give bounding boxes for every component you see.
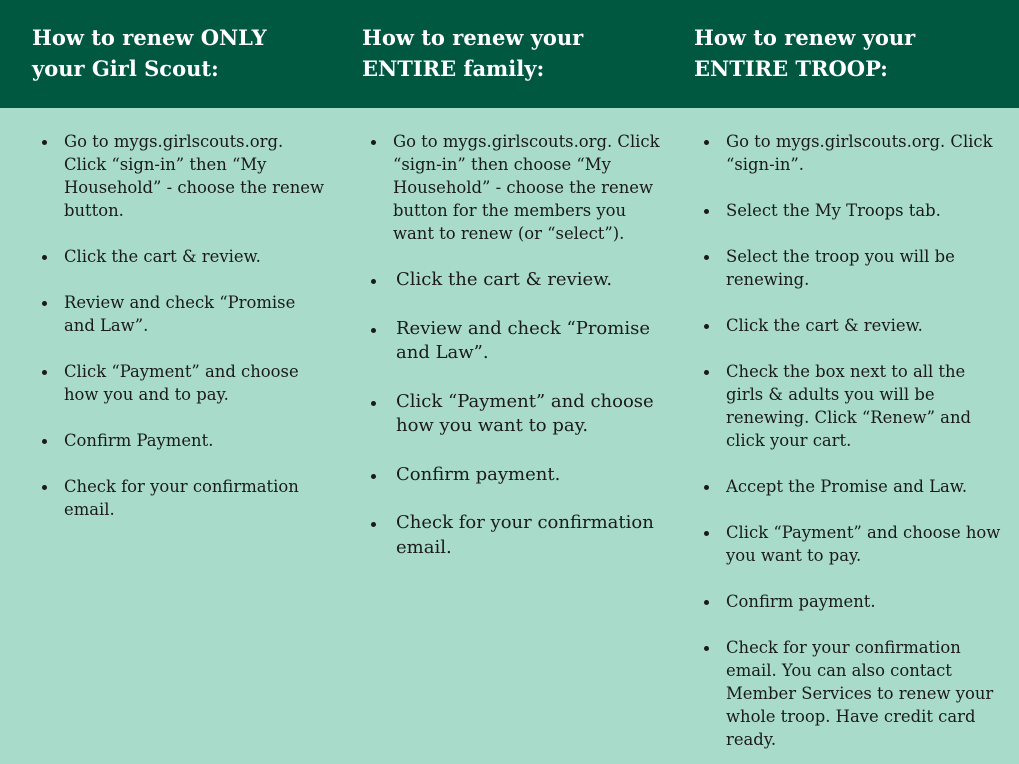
column-troop bbox=[694, 130, 1004, 751]
list-item: Check the box next to all the girls & adults you will be renewing. Click “Renew” and click your cart. bbox=[694, 360, 1004, 452]
list-item: Select the troop you will be renewing. bbox=[694, 245, 1004, 291]
list-item: Accept the Promise and Law. bbox=[694, 475, 1004, 498]
list-item: Check for your confirmation email. You can also contact Member Services to renew your whole troop. Have credit card ready. bbox=[694, 636, 1004, 751]
column-family bbox=[361, 130, 661, 584]
list-item: Review and check “Promise and Law”. bbox=[32, 291, 330, 337]
list-item: Go to mygs.girlscouts.org. Click “sign-in” then choose “My Household” - choose the renew button for the members you want to renew (or “select”). bbox=[361, 130, 661, 245]
list-item: Confirm payment. bbox=[694, 590, 1004, 613]
steps-list-girl-scout bbox=[32, 130, 330, 521]
list-item: Check for your confirmation email. bbox=[361, 511, 661, 560]
list-item: Go to mygs.girlscouts.org. Click “sign-in”. bbox=[694, 130, 1004, 176]
list-item: Click “Payment” and choose how you want to pay. bbox=[361, 390, 661, 439]
steps-list-troop bbox=[694, 130, 1004, 751]
column-girl-scout bbox=[32, 130, 330, 544]
list-item: Review and check “Promise and Law”. bbox=[361, 317, 661, 366]
header-bar bbox=[0, 0, 1019, 108]
list-item: Click “Payment” and choose how you want to pay. bbox=[694, 521, 1004, 567]
list-item: Click the cart & review. bbox=[361, 268, 661, 293]
list-item: Confirm payment. bbox=[361, 463, 661, 488]
list-item: Click “Payment” and choose how you and to pay. bbox=[32, 360, 330, 406]
heading-renew-family: How to renew your ENTIRE family: bbox=[362, 25, 584, 81]
list-item: Confirm Payment. bbox=[32, 429, 330, 452]
list-item: Go to mygs.girlscouts.org. Click “sign-in” then “My Household” - choose the renew button. bbox=[32, 130, 330, 222]
steps-list-family bbox=[361, 130, 661, 560]
list-item: Click the cart & review. bbox=[32, 245, 330, 268]
heading-renew-troop: How to renew your ENTIRE TROOP: bbox=[694, 25, 916, 81]
list-item: Click the cart & review. bbox=[694, 314, 1004, 337]
list-item: Check for your confirmation email. bbox=[32, 475, 330, 521]
heading-renew-girl-scout: How to renew ONLY your Girl Scout: bbox=[32, 25, 267, 81]
list-item: Select the My Troops tab. bbox=[694, 199, 1004, 222]
